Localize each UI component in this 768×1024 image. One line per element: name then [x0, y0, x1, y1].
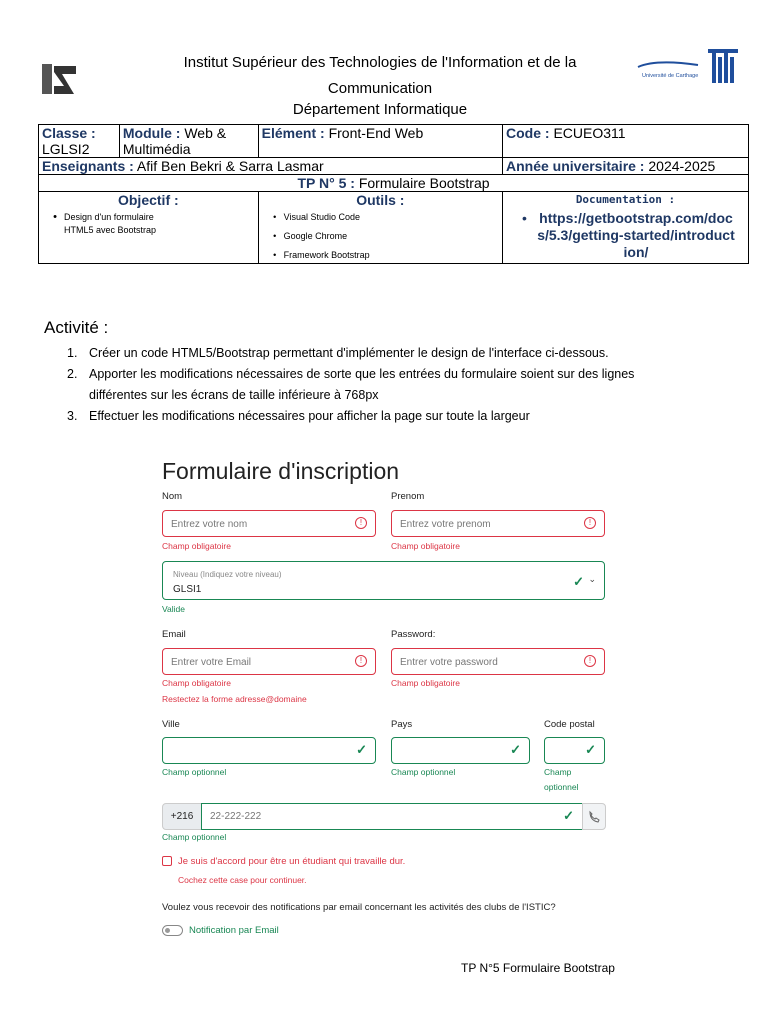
pays-label: Pays	[391, 719, 413, 730]
tp-cell: TP N° 5 : Formulaire Bootstrap	[39, 175, 749, 192]
code-cell: Code : ECUEO311	[502, 125, 748, 158]
niveau-feedback: Valide	[162, 604, 185, 614]
outil-item: Google Chrome	[283, 231, 348, 241]
notification-switch[interactable]	[162, 925, 183, 936]
phone-input[interactable]: 22-222-222 ✓	[201, 803, 583, 830]
chevron-down-icon: ⌄	[588, 574, 596, 584]
list-item: 1. Créer un code HTML5/Bootstrap permettant d'implémenter le design de l'interface ci-dessous.	[67, 346, 609, 360]
documentation-cell: Documentation : • https://getbootstrap.com/docs/5.3/getting-started/introduction/	[502, 192, 748, 264]
email-format-feedback: Restectez la forme adresse@domaine	[162, 694, 307, 704]
prenom-label: Prenom	[391, 491, 425, 502]
documentation-link[interactable]: https://getbootstrap.com/docs/5.3/getting-started/introduction/	[537, 210, 735, 260]
error-icon: !	[584, 517, 596, 529]
form-title: Formulaire d'inscription	[162, 458, 400, 484]
classe-cell: Classe : LGLSI2	[39, 125, 120, 158]
objectif-cell: Objectif : • Design d'un formulaire HTML5 avec Bootstrap	[39, 192, 259, 264]
outils-cell: Outils : • Visual Studio Code • Google Chrome • Framework Bootstrap	[258, 192, 502, 264]
nom-label: Nom	[162, 491, 183, 502]
course-info-table	[38, 124, 749, 264]
password-label: Password:	[391, 629, 436, 640]
prenom-input[interactable]: Entrez votre prenom !	[391, 510, 605, 537]
error-icon: !	[355, 655, 367, 667]
element-cell: Elément : Front-End Web	[258, 125, 502, 158]
department-title: Département Informatique	[292, 101, 468, 118]
check-icon: ✓	[585, 742, 596, 757]
annee-cell: Année universitaire : 2024-2025	[502, 158, 748, 175]
activite-title: Activité :	[44, 318, 109, 337]
institution-title: Institut Supérieur des Technologies de l'Information et de la Communication	[183, 54, 577, 97]
check-icon: ✓	[356, 742, 367, 757]
switch-knob	[165, 928, 170, 933]
code-postal-feedback: Champ	[544, 767, 572, 777]
code-postal-input[interactable]	[544, 737, 605, 764]
phone-feedback: Champ optionnel	[162, 832, 227, 842]
pays-feedback: Champ optionnel	[391, 767, 456, 777]
email-input[interactable]: Entrer votre Email !	[162, 648, 376, 675]
niveau-select[interactable]	[162, 561, 605, 600]
pays-input[interactable]	[391, 737, 530, 764]
prenom-feedback: Champ obligatoire	[391, 541, 460, 551]
activite-list	[67, 343, 727, 427]
notification-question: Voulez vous recevoir des notifications par email concernant les activités des clubs de l'ISTIC?	[162, 902, 556, 913]
nom-feedback: Champ obligatoire	[162, 541, 231, 551]
list-item: 2. Apporter les modifications nécessaires de sorte que les entrées du formulaire soient sur des lignes différentes sur les écrans de taille inférieure à 768px	[67, 367, 635, 402]
email-feedback: Champ obligatoire	[162, 678, 231, 688]
code-postal-label: Code postal	[544, 719, 595, 730]
niveau-value: GLSI1	[173, 584, 202, 595]
password-input[interactable]: Entrer votre password !	[391, 648, 605, 675]
phone-button[interactable]	[582, 803, 606, 830]
page-footer: TP N°5 Formulaire Bootstrap	[461, 961, 615, 975]
ville-label: Ville	[162, 719, 180, 730]
notification-switch-label: Notification par Email	[189, 925, 279, 936]
enseignants-cell: Enseignants : Afif Ben Bekri & Sarra Lasmar	[39, 158, 503, 175]
outil-item: Visual Studio Code	[283, 212, 361, 222]
error-icon: !	[355, 517, 367, 529]
phone-icon	[583, 804, 605, 829]
logo-text: Université de Carthage	[642, 73, 699, 79]
agree-checkbox[interactable]	[162, 856, 172, 866]
agree-label: Je suis d'accord pour être un étudiant qui travaille dur.	[178, 856, 406, 867]
objectif-item: Design d'un formulaire HTML5 avec Bootstrap	[64, 212, 157, 235]
ville-input[interactable]	[162, 737, 376, 764]
module-cell: Module : Web & Multimédia	[119, 125, 258, 158]
niveau-label: Niveau (Indiquez votre niveau)	[173, 570, 282, 579]
password-feedback: Champ obligatoire	[391, 678, 460, 688]
code-postal-feedback-2: optionnel	[544, 782, 579, 792]
check-icon: ✓	[510, 742, 521, 757]
nom-input[interactable]: Entrez votre nom !	[162, 510, 376, 537]
list-item: 3. Effectuer les modifications nécessaires pour afficher la page sur toute la largeur	[67, 409, 530, 423]
error-icon: !	[584, 655, 596, 667]
check-icon: ✓	[573, 574, 584, 589]
istic-logo	[40, 60, 80, 100]
phone-prefix: +216	[162, 803, 202, 830]
email-label: Email	[162, 629, 186, 640]
check-icon: ✓	[563, 808, 574, 823]
outil-item: Framework Bootstrap	[283, 250, 370, 260]
ville-feedback: Champ optionnel	[162, 767, 227, 777]
carthage-university-logo	[636, 45, 742, 87]
agree-help: Cochez cette case pour continuer.	[178, 875, 307, 885]
